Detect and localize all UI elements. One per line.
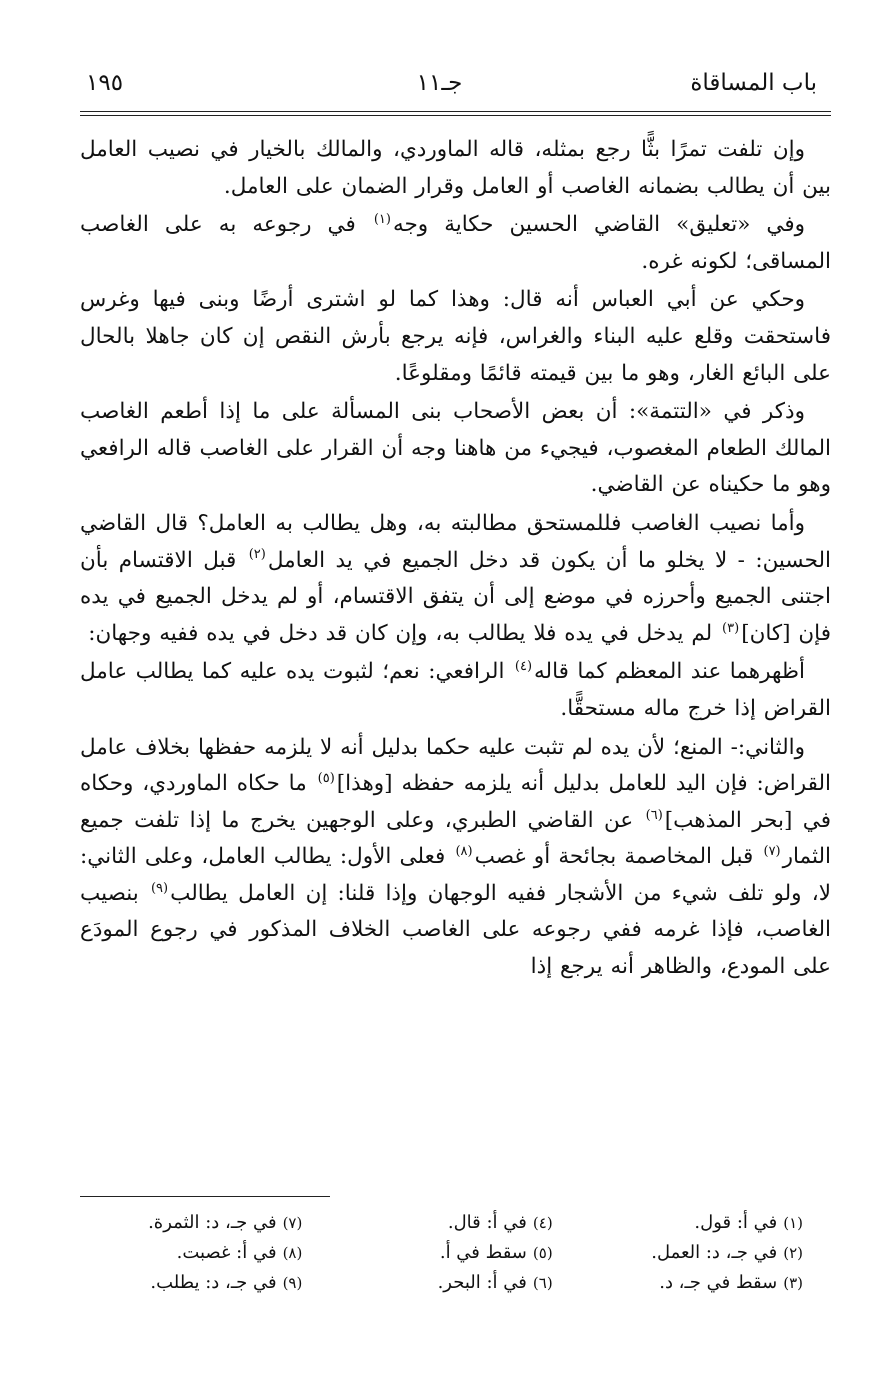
footnote (80, 1208, 330, 1238)
footnote-text: في جـ، د: يطلب. (150, 1272, 277, 1293)
text-run: بنصيب الغاصب، فإذا غرمه ففي رجوعه على الغاصب الخلاف المذكور في رجوع المودَع على المودع، والظاهر أنه يرجع إذا (80, 880, 831, 980)
footnote-text: في أ: قول. (694, 1212, 778, 1233)
footnote-text: في أ: البحر. (437, 1272, 527, 1293)
text-run: وأما نصيب الغاصب فللمستحق مطالبته به، وهل يطالب به العامل؟ قال القاضي الحسين: - لا يخلو ما أن يكون قد دخل الجميع في يد العامل (80, 510, 832, 573)
paragraph (80, 132, 831, 205)
text-run: والثاني:- المنع؛ لأن يده لم تثبت عليه حكما بدليل أنه لا يلزمه حفظها بخلاف عامل القراض: فإن اليد للعامل بدليل أنه يلزمه حفظه [وهذا] (80, 734, 831, 797)
footnote-ref: (٣) (722, 620, 740, 636)
text-run: أظهرهما عند المعظم كما قاله (534, 659, 805, 685)
footnote-number: (٧) (282, 1214, 303, 1232)
footnote-number: (٣) (783, 1274, 803, 1292)
footnote-ref: (٩) (150, 880, 169, 896)
paragraph (80, 282, 831, 392)
footnote (330, 1208, 580, 1238)
text-run: قبل المخاصمة بجائحة أو غصب (474, 844, 762, 870)
footnote (80, 1238, 330, 1268)
footnote (581, 1208, 831, 1238)
footnote-ref: (٤) (514, 659, 533, 675)
volume-label: جـ١١ (416, 70, 463, 96)
footnote-ref: (٨) (455, 844, 473, 860)
footnote (581, 1238, 831, 1268)
text-run: عن القاضي الطبري، وعلى الوجهين يخرج ما إذا تلفت جميع الثمار (80, 807, 831, 870)
footnote (330, 1238, 580, 1268)
text-run: ما حكاه الماوردي، وحكاه في [بحر المذهب] (80, 771, 832, 833)
footnote-ref: (٧) (763, 844, 781, 860)
text-run: وحكي عن أبي العباس أنه قال: وهذا كما لو اشترى أرضًا وبنى فيها وغرس فاستحقت وقلع عليه البناء والغراس، فإنه يرجع بأرش النقص إن كان جاهلا بالحال على البائع الغار، وهو ما بين قيمته قائمًا ومقلوعًا. (80, 287, 831, 386)
footnote-number: (٦) (532, 1274, 553, 1292)
footnote-text: في جـ، د: العمل. (651, 1242, 778, 1263)
footnote-ref: (١) (373, 212, 391, 228)
footnote-number: (٨) (282, 1244, 303, 1262)
footnote-ref: (٥) (317, 770, 335, 786)
footnote-text: في جـ، د: الثمرة. (148, 1212, 277, 1233)
header-rule-inner (80, 115, 831, 116)
paragraph (80, 394, 831, 504)
footnote-text: سقط في جـ، د. (659, 1272, 778, 1293)
footnote-number: (٤) (532, 1214, 553, 1232)
paragraph (80, 207, 831, 280)
footnote (80, 1268, 330, 1298)
text-run: لم يدخل في يده فلا يطالب به، وإن كان قد دخل في يده ففيه وجهان: (88, 620, 721, 646)
text-run: قبل الاقتسام بأن اجتنى الجميع وأحرزه في موضع إلى أن يتفق الاقتسام، أو لم يدخل الجميع في يده فإن [كان] (80, 547, 831, 646)
text-run: وذكر في «التتمة»: أن بعض الأصحاب بنى المسألة على ما إذا أطعم الغاصب المالك الطعام المغصوب، فيجيء من هاهنا وجه أن القرار على الغاصب قاله الرافعي وهو ما حكيناه عن القاضي. (80, 399, 831, 498)
footnote-ref: (٢) (248, 547, 266, 563)
footnote-text: في أ: قال. (447, 1212, 527, 1233)
text-run: وفي «تعليق» القاضي الحسين حكاية وجه (392, 212, 805, 238)
footnote (330, 1268, 580, 1298)
paragraph (80, 506, 831, 652)
footnote-separator (80, 1196, 330, 1197)
footnote-number: (٩) (282, 1274, 303, 1292)
paragraph (80, 730, 831, 986)
footnote-number: (١) (783, 1214, 803, 1232)
text-run: وإن تلفت تمرًا بثًّا رجع بمثله، قاله الماوردي، والمالك بالخيار في نصيب العامل بين أن يطالب بضمانه الغاصب أو العامل وقرار الضمان على العامل. (80, 137, 831, 199)
footnote-ref: (٦) (645, 807, 663, 823)
header-rule (80, 111, 831, 112)
page-number: ١٩٥ (86, 70, 124, 96)
main-text (80, 132, 831, 986)
footnote-text: سقط في أ. (439, 1242, 527, 1263)
footnote-number: (٢) (783, 1244, 803, 1262)
paragraph (80, 654, 831, 727)
text-run: في رجوعه به على الغاصب المساقى؛ لكونه غره. (80, 212, 831, 274)
chapter-title: باب المساقاة (690, 70, 817, 96)
footnotes (80, 1208, 831, 1298)
text-run: فعلى الأول: يطالب العامل، وعلى الثاني: لا، ولو تلف شيء من الأشجار ففيه الوجهان وإذا قلنا: إن العامل يطالب (80, 844, 831, 906)
footnote-text: في أ: غصبت. (176, 1242, 277, 1263)
footnote-number: (٥) (532, 1244, 553, 1262)
text-run: الرافعي: نعم؛ لثبوت يده عليه كما يطالب عامل القراض إذا خرج ماله مستحقًّا. (80, 659, 831, 721)
footnote (581, 1268, 831, 1298)
